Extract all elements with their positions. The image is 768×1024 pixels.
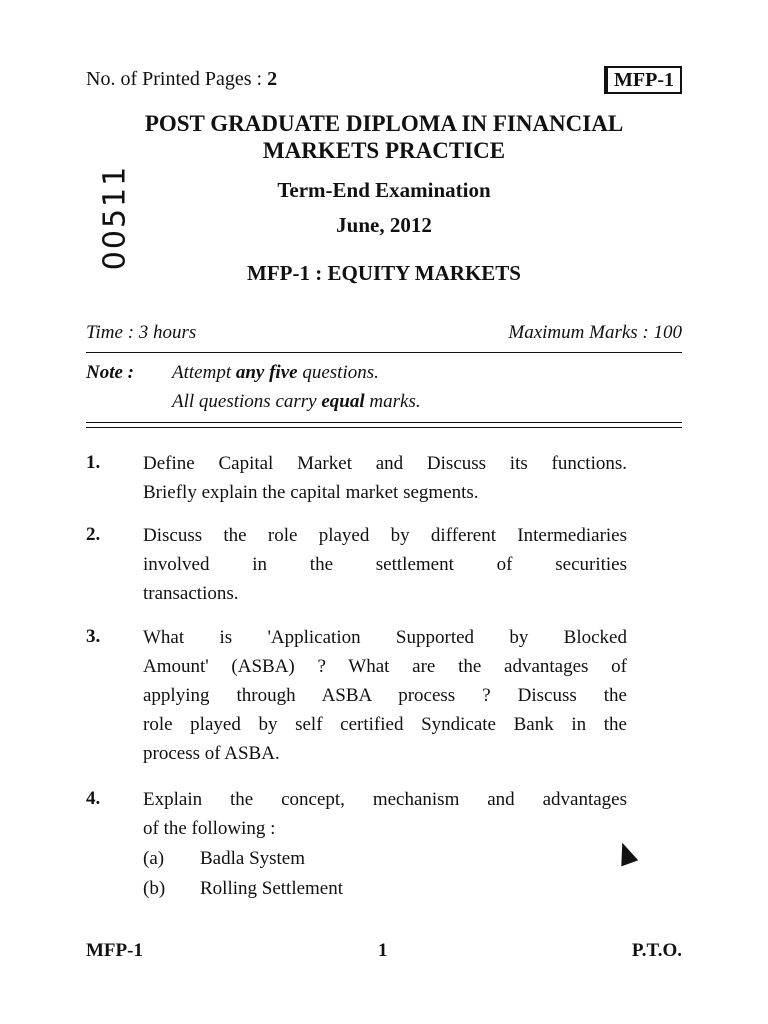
paper-code-box: MFP-1 [604, 66, 682, 94]
question-number-1: 1. [86, 452, 101, 473]
question-2-line-3: transactions. [143, 583, 239, 604]
note-line-2 [172, 391, 421, 413]
question-4-line-2: of the following : [143, 818, 276, 839]
printed-pages [86, 68, 277, 91]
question-4-line-1: Explain the concept, mechanism and advantages [143, 789, 627, 810]
note-line-1 [172, 362, 379, 384]
exam-type: Term-End Examination [277, 178, 491, 202]
divider-double-b [86, 427, 682, 428]
question-text-3 [143, 623, 627, 768]
question-3-line-3: applying through ASBA process ? Discuss the [143, 685, 627, 706]
program-title-line1: POST GRADUATE DIPLOMA IN FINANCIAL [144, 111, 624, 136]
divider-top [86, 352, 682, 353]
note-line-1-pre: Attempt [172, 362, 236, 383]
side-serial-code: 00511 [97, 164, 133, 271]
time-allowed: Time : 3 hours [86, 322, 197, 343]
printed-pages-value: 2 [267, 68, 278, 90]
subitem-label-b: (b) [143, 878, 166, 899]
note-line-1-post: questions. [297, 362, 379, 383]
note-line-2-post: marks. [364, 391, 421, 412]
course-title: MFP-1 : EQUITY MARKETS [247, 261, 521, 285]
exam-date: June, 2012 [336, 213, 432, 237]
footer-page-number: 1 [378, 940, 388, 961]
question-3-line-1: What is 'Application Supported by Blocked [143, 627, 627, 648]
question-number-2: 2. [86, 524, 101, 545]
printed-pages-label: No. of Printed Pages : [86, 68, 268, 90]
footer-pto: P.T.O. [631, 940, 682, 961]
note-line-2-pre: All questions carry [172, 391, 322, 412]
maximum-marks: Maximum Marks : 100 [508, 322, 682, 343]
question-text-4 [143, 785, 627, 843]
note-label: Note : [86, 362, 135, 383]
question-text-1 [143, 449, 627, 507]
question-number-3: 3. [86, 626, 101, 647]
question-text-2 [143, 521, 627, 608]
question-number-4: 4. [86, 788, 101, 809]
subitem-text-a: Badla System [200, 848, 306, 869]
ink-mark-icon [614, 840, 638, 867]
divider-double-a [86, 422, 682, 423]
question-3-line-5: process of ASBA. [143, 743, 280, 764]
note-line-1-bold: any five [235, 362, 298, 383]
question-2-line-2: involved in the settlement of securities [143, 554, 627, 575]
note-line-2-bold: equal [321, 391, 365, 412]
question-3-line-2: Amount' (ASBA) ? What are the advantages of [143, 656, 627, 677]
subitem-label-a: (a) [143, 848, 165, 869]
question-1-line-2: Briefly explain the capital market segments. [143, 482, 479, 503]
subitem-text-b: Rolling Settlement [200, 878, 344, 899]
question-2-line-1: Discuss the role played by different Intermediaries [143, 525, 627, 546]
question-3-line-4: role played by self certified Syndicate Bank in the [143, 714, 627, 735]
footer-paper-code: MFP-1 [86, 940, 143, 961]
question-1-line-1: Define Capital Market and Discuss its functions. [143, 453, 627, 474]
program-title-line2: MARKETS PRACTICE [262, 138, 506, 163]
